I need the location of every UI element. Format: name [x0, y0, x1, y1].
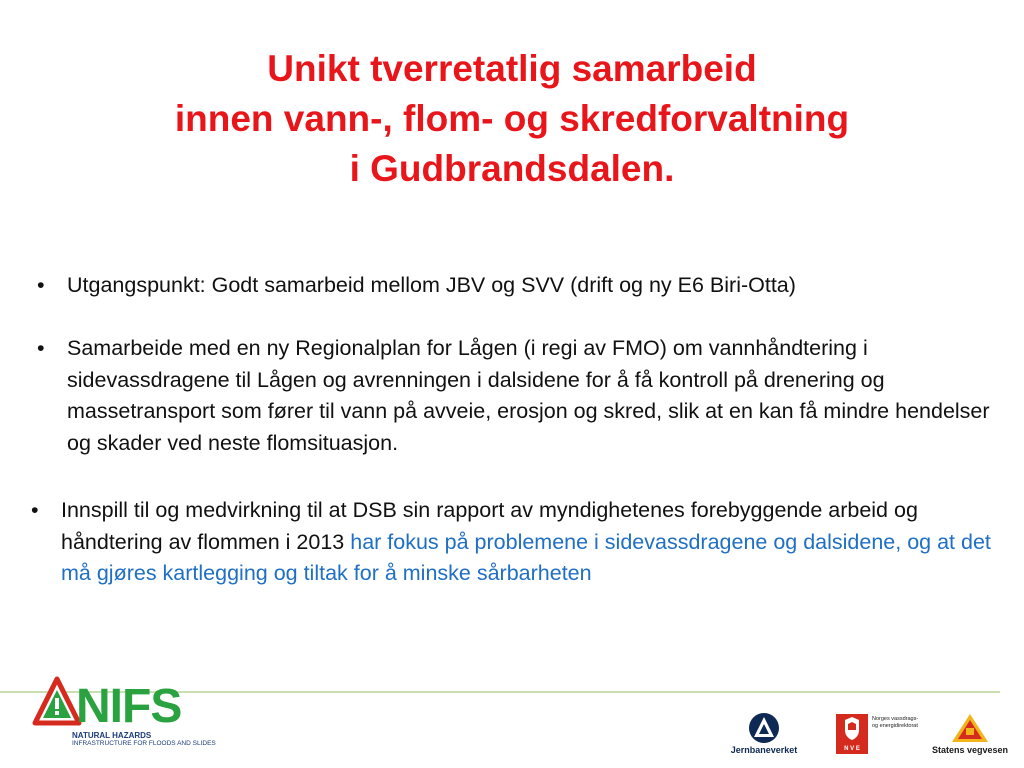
nifs-subtitle: INFRASTRUCTURE FOR FLOODS AND SLIDES: [72, 740, 216, 747]
bullet-item-2: [37, 333, 997, 459]
slide-title: [0, 44, 1024, 194]
jbv-label: Jernbaneverket: [730, 745, 798, 755]
bullet-text: Samarbeide med en ny Regionalplan for Lågen (i regi av FMO) om vannhåndtering i sidevassdragene til Lågen og avrenningen i dalsidene for å få kontroll på drenering og massetransport som fører til vann på avveie, erosjon og skred, slik at en kan få mindre hendelser og skader ved neste flomsituasjon.: [67, 336, 990, 455]
jernbaneverket-logo: [728, 712, 800, 756]
statens-vegvesen-logo: [925, 712, 1015, 758]
sv-label: Statens vegvesen: [931, 745, 1009, 755]
bullet-marker: •: [31, 498, 39, 522]
bullet-marker: •: [37, 336, 45, 360]
nifs-wordmark: NIFS: [76, 680, 182, 733]
bullet-item-1: [37, 270, 997, 302]
nifs-logo: [30, 676, 216, 752]
sv-crest-icon: [950, 712, 990, 744]
jbv-triangle-icon: [746, 712, 782, 744]
nve-badge-text: N V E: [844, 746, 860, 752]
warning-triangle-icon: [32, 676, 82, 728]
bullet-text: Utgangspunkt: Godt samarbeid mellom JBV og SVV (drift og ny E6 Biri-Otta): [67, 273, 796, 297]
nve-label: Norges vassdrags- og energidirektorat: [872, 716, 919, 729]
title-line-3: i Gudbrandsdalen.: [349, 148, 675, 189]
nifs-tagline: NATURAL HAZARDS: [72, 731, 152, 740]
bullet-item-3: [31, 495, 996, 590]
nve-logo: [836, 712, 922, 758]
bullet-text: Innspill til og medvirkning til at DSB sin rapport av myndighetenes forebyggende arbeid og håndtering av flommen i 2013: [61, 498, 918, 554]
title-line-1: Unikt tverretatlig samarbeid: [267, 48, 757, 89]
bullet-text-highlight: har fokus på problemene i sidevassdragene og dalsidene, og at det må gjøres kartlegging og tiltak for å minske sårbarheten: [61, 529, 991, 585]
title-line-2: innen vann-, flom- og skredforvaltning: [174, 98, 850, 139]
bullet-marker: •: [37, 273, 45, 297]
nve-crest-icon: [836, 714, 868, 754]
